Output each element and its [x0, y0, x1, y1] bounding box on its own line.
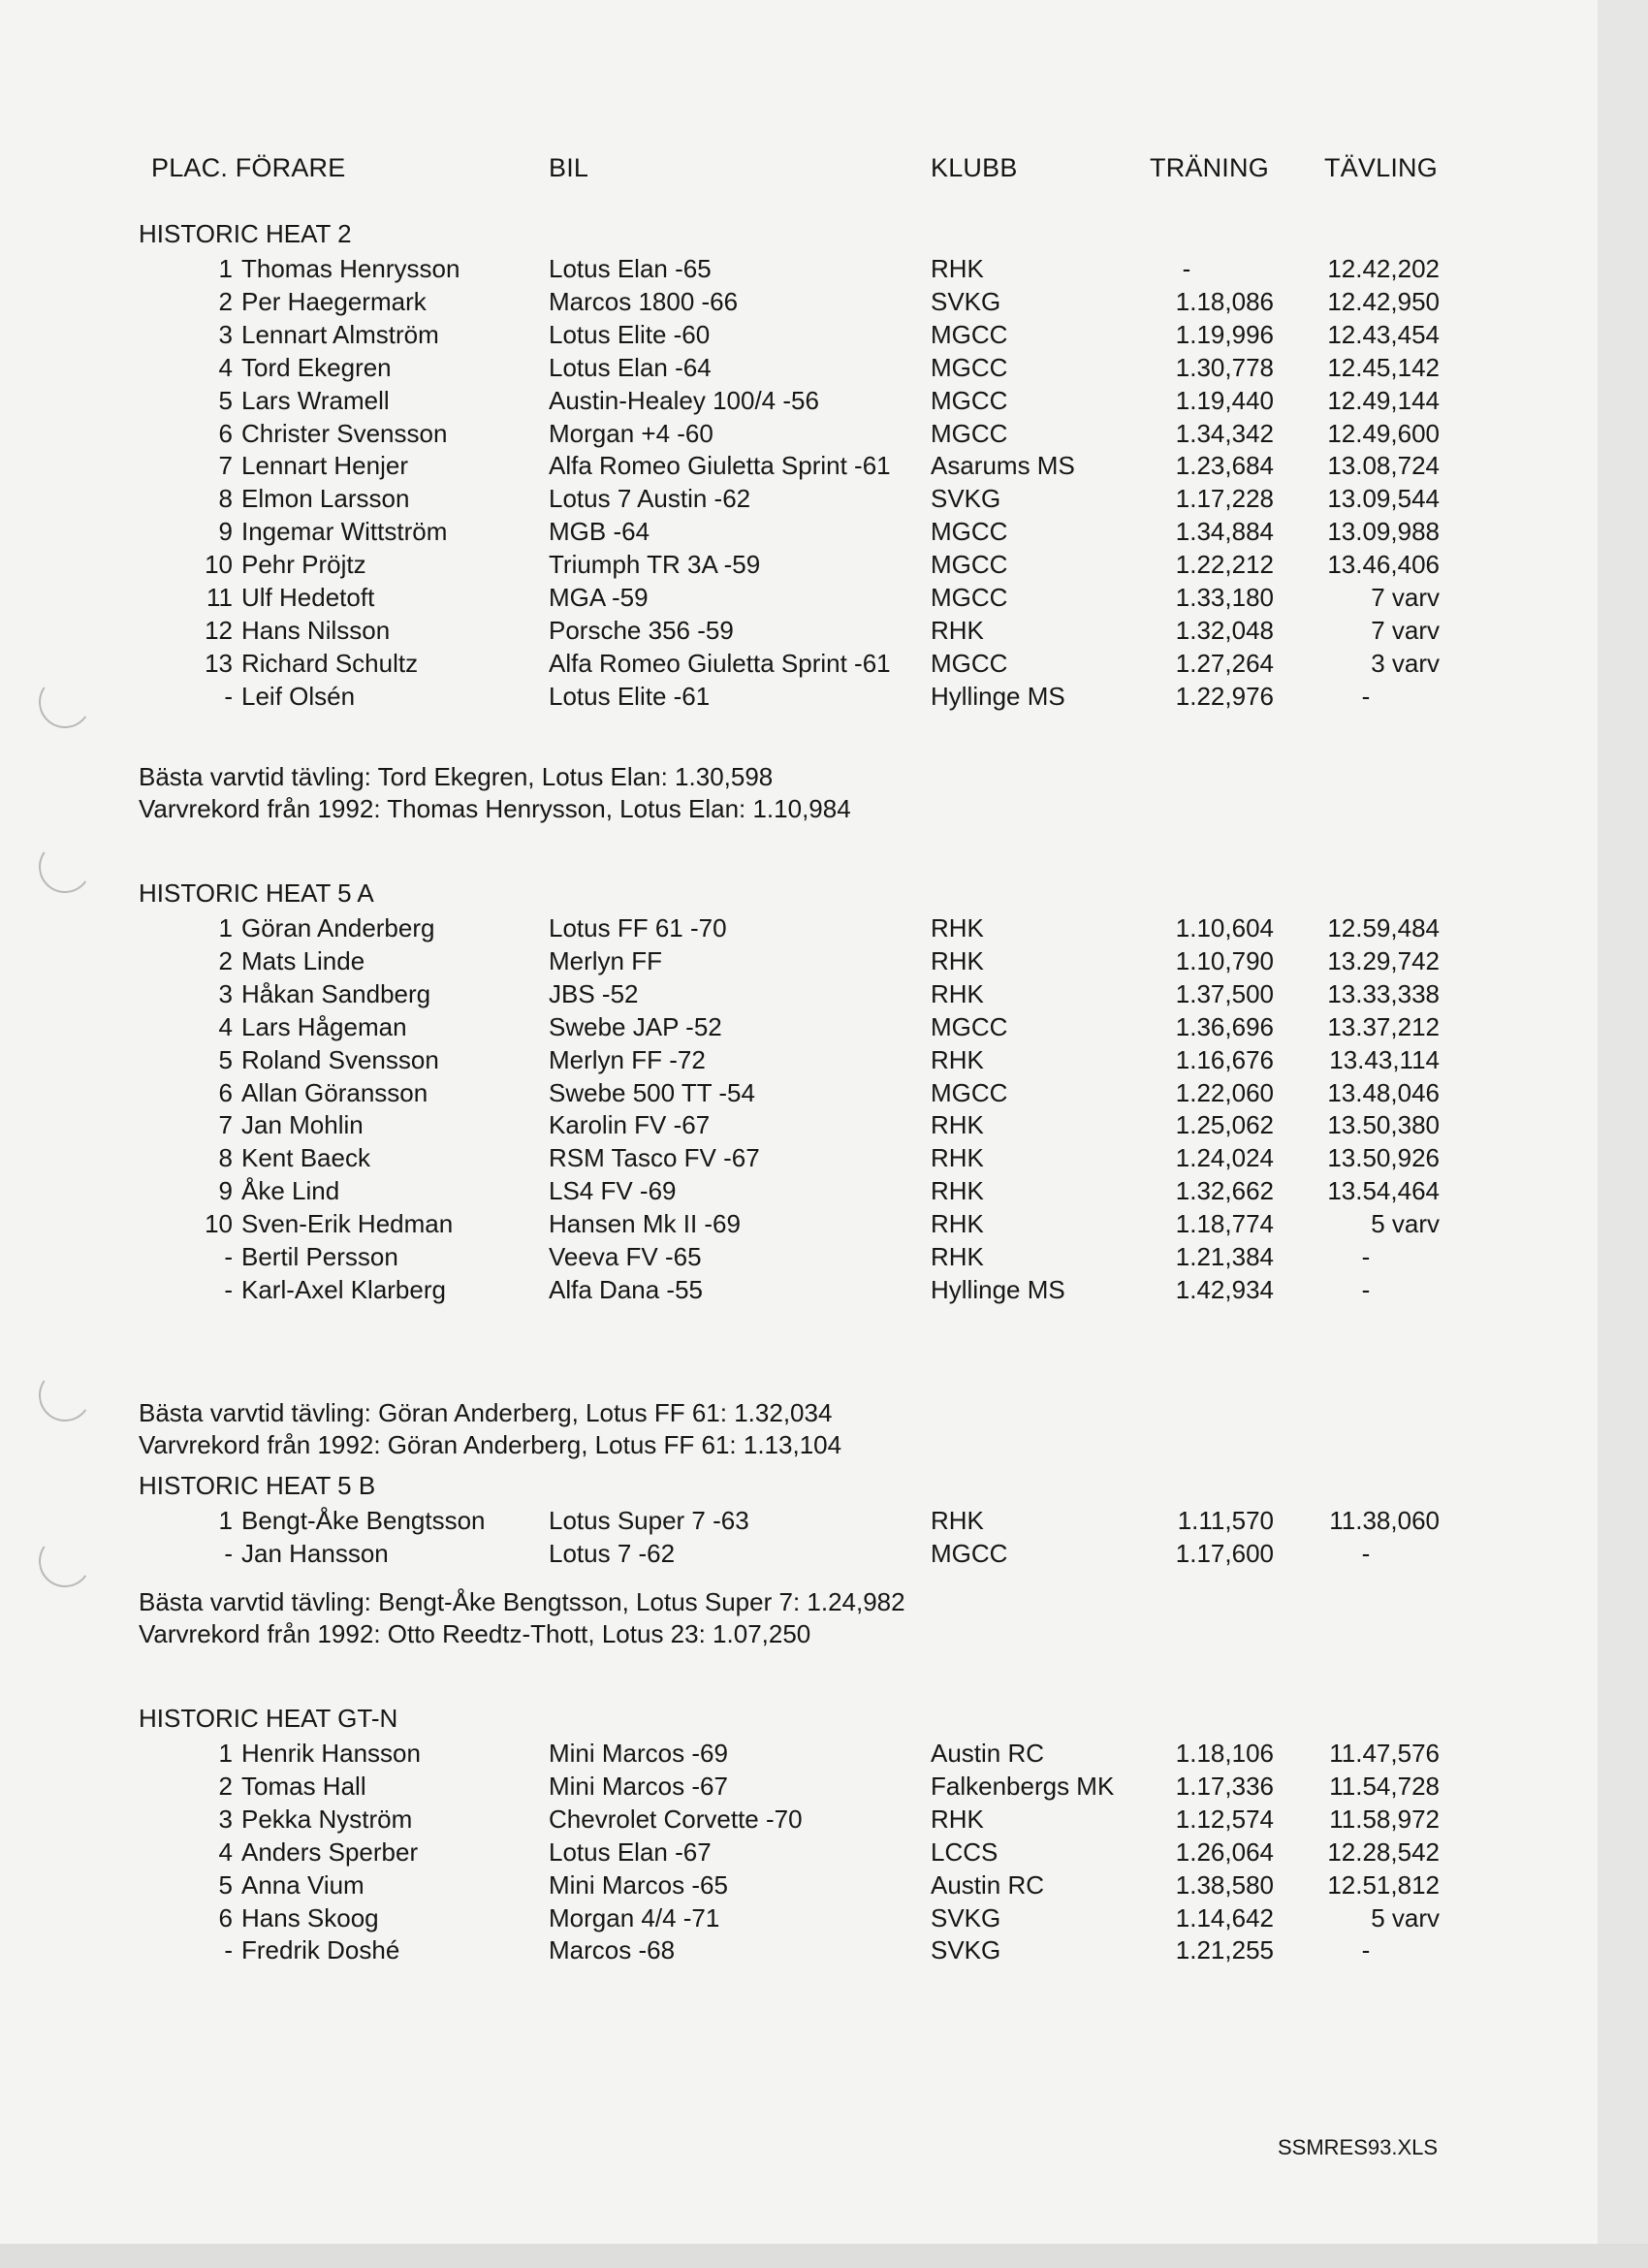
race-time-cell: 12.49,144	[1327, 385, 1440, 415]
training-time-cell: 1.25,062	[1175, 1110, 1274, 1140]
club-cell: MGCC	[931, 385, 1008, 415]
car-cell: MGB -64	[549, 517, 650, 547]
place-cell: 10	[205, 550, 233, 580]
race-time-cell: -	[1361, 681, 1371, 711]
club-cell: RHK	[931, 978, 984, 1008]
club-cell: RHK	[931, 1804, 984, 1834]
training-time-cell: 1.14,642	[1175, 1902, 1274, 1933]
place-cell: -	[224, 1274, 233, 1304]
result-row	[0, 649, 1648, 682]
car-cell: Mini Marcos -69	[549, 1739, 728, 1768]
training-time-cell: 1.17,336	[1175, 1771, 1274, 1801]
training-time-cell: 1.37,500	[1175, 978, 1274, 1008]
training-time-cell: 1.22,060	[1175, 1077, 1274, 1107]
place-cell: -	[224, 1538, 233, 1568]
club-cell: MGCC	[931, 583, 1008, 612]
driver-cell: Roland Svensson	[241, 1044, 439, 1074]
club-cell: SVKG	[931, 1902, 1001, 1933]
club-cell: MGCC	[931, 517, 1008, 547]
section-title: HISTORIC HEAT GT-N	[139, 1704, 398, 1733]
result-row	[0, 254, 1648, 287]
place-cell: 5	[218, 385, 233, 415]
club-cell: RHK	[931, 1506, 984, 1535]
race-time-cell: 3 varv	[1371, 648, 1440, 678]
training-time-cell: 1.27,264	[1175, 648, 1274, 678]
driver-cell: Elmon Larsson	[241, 484, 410, 514]
place-cell: 2	[218, 945, 233, 975]
driver-cell: Sven-Erik Hedman	[241, 1209, 454, 1239]
driver-cell: Mats Linde	[241, 945, 365, 975]
place-cell: -	[224, 1935, 233, 1965]
result-row	[0, 1805, 1648, 1837]
car-cell: Karolin FV -67	[549, 1110, 711, 1140]
driver-cell: Håkan Sandberg	[241, 978, 431, 1008]
section-title: HISTORIC HEAT 5 A	[139, 878, 374, 908]
car-cell: LS4 FV -69	[549, 1176, 677, 1206]
car-cell: RSM Tasco FV -67	[549, 1143, 760, 1173]
place-cell: 2	[218, 1771, 233, 1801]
result-row	[0, 287, 1648, 320]
result-row	[0, 1045, 1648, 1078]
race-time-cell: 12.42,202	[1327, 254, 1440, 283]
driver-cell: Tomas Hall	[241, 1771, 366, 1801]
car-cell: Morgan 4/4 -71	[549, 1902, 720, 1933]
race-time-cell: 13.09,544	[1327, 484, 1440, 514]
club-cell: RHK	[931, 945, 984, 975]
race-time-cell: 12.49,600	[1327, 418, 1440, 448]
race-time-cell: 13.33,338	[1327, 978, 1440, 1008]
place-cell: 6	[218, 1077, 233, 1107]
place-cell: 7	[218, 1110, 233, 1140]
car-cell: Veeva FV -65	[549, 1242, 702, 1271]
result-row	[0, 484, 1648, 517]
result-row	[0, 1176, 1648, 1209]
driver-cell: Leif Olsén	[241, 681, 356, 711]
training-time-cell: 1.26,064	[1175, 1837, 1274, 1867]
result-row	[0, 913, 1648, 946]
race-time-cell: 13.54,464	[1327, 1176, 1440, 1206]
header-training: TRÄNING	[1150, 153, 1269, 182]
race-time-cell: -	[1361, 1935, 1371, 1965]
file-name-footer: SSMRES93.XLS	[1278, 2135, 1439, 2159]
driver-cell: Karl-Axel Klarberg	[241, 1274, 446, 1304]
lap-record-note: Varvrekord från 1992: Thomas Henrysson, Lotus Elan: 1.10,984	[139, 794, 851, 823]
car-cell: JBS -52	[549, 978, 639, 1008]
race-time-cell: -	[1361, 1242, 1371, 1271]
place-cell: 12	[205, 615, 233, 645]
club-cell: RHK	[931, 1044, 984, 1074]
car-cell: Lotus Elan -64	[549, 352, 712, 382]
training-time-cell: -	[1182, 254, 1191, 283]
car-cell: Austin-Healey 100/4 -56	[549, 385, 819, 415]
section-title: HISTORIC HEAT 5 B	[139, 1471, 376, 1500]
driver-cell: Anders Sperber	[241, 1837, 419, 1867]
place-cell: 6	[218, 418, 233, 448]
result-row	[0, 1078, 1648, 1111]
race-time-cell: 13.46,406	[1327, 550, 1440, 580]
place-cell: 3	[218, 978, 233, 1008]
place-cell: 10	[205, 1209, 233, 1239]
training-time-cell: 1.12,574	[1175, 1804, 1274, 1834]
result-row	[0, 616, 1648, 649]
club-cell: Hyllinge MS	[931, 681, 1065, 711]
car-cell: Morgan +4 -60	[549, 418, 713, 448]
result-row	[0, 451, 1648, 484]
place-cell: 4	[218, 1011, 233, 1041]
car-cell: Merlyn FF	[549, 945, 662, 975]
race-time-cell: 12.51,812	[1327, 1869, 1440, 1900]
car-cell: Lotus 7 Austin -62	[549, 484, 751, 514]
club-cell: RHK	[931, 1110, 984, 1140]
result-row	[0, 419, 1648, 452]
car-cell: Lotus Elan -67	[549, 1837, 712, 1867]
car-cell: Lotus FF 61 -70	[549, 913, 727, 942]
car-cell: Chevrolet Corvette -70	[549, 1804, 803, 1834]
driver-cell: Jan Mohlin	[241, 1110, 364, 1140]
race-time-cell: 7 varv	[1371, 615, 1440, 645]
driver-cell: Lennart Almström	[241, 319, 439, 349]
club-cell: Falkenbergs MK	[931, 1771, 1115, 1801]
training-time-cell: 1.42,934	[1175, 1274, 1274, 1304]
race-time-cell: 11.47,576	[1329, 1739, 1440, 1768]
training-time-cell: 1.11,570	[1177, 1506, 1274, 1535]
training-time-cell: 1.18,774	[1175, 1209, 1274, 1239]
driver-cell: Kent Baeck	[241, 1143, 370, 1173]
driver-cell: Hans Nilsson	[241, 615, 391, 645]
place-cell: 5	[218, 1044, 233, 1074]
driver-cell: Pehr Pröjtz	[241, 550, 366, 580]
training-time-cell: 1.38,580	[1175, 1869, 1274, 1900]
place-cell: -	[224, 681, 233, 711]
car-cell: Swebe JAP -52	[549, 1011, 722, 1041]
race-time-cell: 5 varv	[1371, 1209, 1440, 1239]
result-row	[0, 1903, 1648, 1936]
car-cell: Alfa Dana -55	[549, 1274, 703, 1304]
lap-record-note: Varvrekord från 1992: Göran Anderberg, Lotus FF 61: 1.13,104	[139, 1430, 842, 1459]
header-car: BIL	[549, 153, 589, 182]
header-club: KLUBB	[931, 153, 1018, 182]
race-time-cell: 5 varv	[1371, 1902, 1440, 1933]
training-time-cell: 1.33,180	[1175, 583, 1274, 612]
race-time-cell: 13.37,212	[1327, 1011, 1440, 1041]
club-cell: Hyllinge MS	[931, 1274, 1065, 1304]
club-cell: MGCC	[931, 352, 1008, 382]
driver-cell: Bertil Persson	[241, 1242, 398, 1271]
car-cell: Marcos -68	[549, 1935, 676, 1965]
training-time-cell: 1.22,976	[1175, 681, 1274, 711]
race-time-cell: 7 varv	[1371, 583, 1440, 612]
training-time-cell: 1.36,696	[1175, 1011, 1274, 1041]
club-cell: MGCC	[931, 550, 1008, 580]
result-row	[0, 1539, 1648, 1572]
race-time-cell: 11.54,728	[1329, 1771, 1440, 1801]
driver-cell: Christer Svensson	[241, 418, 448, 448]
driver-cell: Pekka Nyström	[241, 1804, 413, 1834]
club-cell: MGCC	[931, 1538, 1008, 1568]
training-time-cell: 1.19,996	[1175, 319, 1274, 349]
result-row	[0, 1870, 1648, 1903]
training-time-cell: 1.30,778	[1175, 352, 1274, 382]
club-cell: MGCC	[931, 319, 1008, 349]
place-cell: 11	[206, 583, 233, 612]
best-lap-note: Bästa varvtid tävling: Tord Ekegren, Lotus Elan: 1.30,598	[139, 762, 774, 791]
result-row	[0, 353, 1648, 386]
race-time-cell: 13.48,046	[1327, 1077, 1440, 1107]
driver-cell: Lars Hågeman	[241, 1011, 407, 1041]
result-row	[0, 979, 1648, 1012]
race-time-cell: 12.59,484	[1327, 913, 1440, 942]
club-cell: RHK	[931, 1143, 984, 1173]
place-cell: 3	[218, 1804, 233, 1834]
header-race: TÄVLING	[1324, 153, 1438, 182]
place-cell: 5	[218, 1869, 233, 1900]
training-time-cell: 1.21,384	[1175, 1242, 1274, 1271]
result-row	[0, 1275, 1648, 1308]
driver-cell: Fredrik Doshé	[241, 1935, 400, 1965]
driver-cell: Bengt-Åke Bengtsson	[241, 1506, 486, 1535]
place-cell: 1	[218, 1506, 233, 1535]
lap-record-note: Varvrekord från 1992: Otto Reedtz-Thott, Lotus 23: 1.07,250	[139, 1619, 811, 1648]
race-time-cell: 13.50,380	[1327, 1110, 1440, 1140]
club-cell: MGCC	[931, 1011, 1008, 1041]
car-cell: Mini Marcos -65	[549, 1869, 728, 1900]
place-cell: 3	[218, 319, 233, 349]
car-cell: Lotus Super 7 -63	[549, 1506, 749, 1535]
driver-cell: Richard Schultz	[241, 648, 419, 678]
result-row	[0, 583, 1648, 616]
training-time-cell: 1.10,604	[1175, 913, 1274, 942]
result-row	[0, 1935, 1648, 1968]
car-cell: Marcos 1800 -66	[549, 286, 739, 316]
driver-cell: Henrik Hansson	[241, 1739, 421, 1768]
car-cell: Triumph TR 3A -59	[549, 550, 761, 580]
result-row	[0, 1739, 1648, 1772]
place-cell: 4	[218, 352, 233, 382]
place-cell: 7	[218, 451, 233, 481]
place-cell: 2	[218, 286, 233, 316]
result-row	[0, 1506, 1648, 1539]
driver-cell: Jan Hansson	[241, 1538, 389, 1568]
place-cell: 8	[218, 1143, 233, 1173]
race-time-cell: 13.43,114	[1329, 1044, 1440, 1074]
training-time-cell: 1.34,342	[1175, 418, 1274, 448]
training-time-cell: 1.18,086	[1175, 286, 1274, 316]
driver-cell: Lennart Henjer	[241, 451, 408, 481]
race-time-cell: 12.28,542	[1327, 1837, 1440, 1867]
result-row	[0, 946, 1648, 979]
result-row	[0, 1242, 1648, 1275]
club-cell: Asarums MS	[931, 451, 1075, 481]
place-cell: 1	[218, 254, 233, 283]
race-time-cell: 11.38,060	[1329, 1506, 1440, 1535]
race-time-cell: 13.09,988	[1327, 517, 1440, 547]
training-time-cell: 1.32,662	[1175, 1176, 1274, 1206]
result-row	[0, 682, 1648, 715]
car-cell: Alfa Romeo Giuletta Sprint -61	[549, 648, 891, 678]
result-row	[0, 517, 1648, 550]
driver-cell: Lars Wramell	[241, 385, 390, 415]
club-cell: Austin RC	[931, 1869, 1045, 1900]
result-row	[0, 1209, 1648, 1242]
car-cell: Hansen Mk II -69	[549, 1209, 741, 1239]
club-cell: RHK	[931, 913, 984, 942]
place-cell: 1	[218, 913, 233, 942]
race-time-cell: 13.50,926	[1327, 1143, 1440, 1173]
training-time-cell: 1.17,228	[1175, 484, 1274, 514]
training-time-cell: 1.34,884	[1175, 517, 1274, 547]
club-cell: RHK	[931, 254, 984, 283]
training-time-cell: 1.23,684	[1175, 451, 1274, 481]
race-time-cell: -	[1361, 1274, 1371, 1304]
club-cell: SVKG	[931, 484, 1001, 514]
car-cell: Alfa Romeo Giuletta Sprint -61	[549, 451, 891, 481]
race-time-cell: 13.29,742	[1327, 945, 1440, 975]
car-cell: Mini Marcos -67	[549, 1771, 728, 1801]
place-cell: 6	[218, 1902, 233, 1933]
race-time-cell: 13.08,724	[1327, 451, 1440, 481]
driver-cell: Per Haegermark	[241, 286, 427, 316]
section-title: HISTORIC HEAT 2	[139, 219, 352, 248]
car-cell: MGA -59	[549, 583, 649, 612]
training-time-cell: 1.18,106	[1175, 1739, 1274, 1768]
result-row	[0, 386, 1648, 419]
club-cell: RHK	[931, 615, 984, 645]
training-time-cell: 1.10,790	[1175, 945, 1274, 975]
training-time-cell: 1.19,440	[1175, 385, 1274, 415]
driver-cell: Anna Vium	[241, 1869, 364, 1900]
result-row	[0, 1012, 1648, 1045]
club-cell: SVKG	[931, 1935, 1001, 1965]
club-cell: Austin RC	[931, 1739, 1045, 1768]
place-cell: 4	[218, 1837, 233, 1867]
driver-cell: Ingemar Wittström	[241, 517, 448, 547]
car-cell: Lotus Elan -65	[549, 254, 712, 283]
training-time-cell: 1.32,048	[1175, 615, 1274, 645]
place-cell: 9	[218, 517, 233, 547]
place-cell: 13	[205, 648, 233, 678]
car-cell: Lotus Elite -61	[549, 681, 711, 711]
place-cell: 9	[218, 1176, 233, 1206]
race-time-cell: 11.58,972	[1329, 1804, 1440, 1834]
driver-cell: Allan Göransson	[241, 1077, 428, 1107]
result-row	[0, 1143, 1648, 1176]
result-row	[0, 1837, 1648, 1870]
driver-cell: Hans Skoog	[241, 1902, 379, 1933]
result-row	[0, 1110, 1648, 1143]
race-time-cell: 12.45,142	[1327, 352, 1440, 382]
club-cell: SVKG	[931, 286, 1001, 316]
club-cell: MGCC	[931, 1077, 1008, 1107]
driver-cell: Tord Ekegren	[241, 352, 392, 382]
club-cell: MGCC	[931, 418, 1008, 448]
race-time-cell: 12.43,454	[1327, 319, 1440, 349]
place-cell: 8	[218, 484, 233, 514]
car-cell: Swebe 500 TT -54	[549, 1077, 755, 1107]
scan-bottom-edge	[0, 2244, 1648, 2268]
best-lap-note: Bästa varvtid tävling: Göran Anderberg, Lotus FF 61: 1.32,034	[139, 1398, 833, 1427]
club-cell: LCCS	[931, 1837, 998, 1867]
result-row	[0, 1772, 1648, 1805]
driver-cell: Åke Lind	[241, 1176, 340, 1206]
place-cell: 1	[218, 1739, 233, 1768]
result-row	[0, 550, 1648, 583]
driver-cell: Ulf Hedetoft	[241, 583, 375, 612]
training-time-cell: 1.17,600	[1175, 1538, 1274, 1568]
race-time-cell: -	[1361, 1538, 1371, 1568]
header-place-driver: PLAC. FÖRARE	[151, 153, 346, 182]
car-cell: Lotus Elite -60	[549, 319, 711, 349]
driver-cell: Göran Anderberg	[241, 913, 435, 942]
result-row	[0, 320, 1648, 353]
training-time-cell: 1.22,212	[1175, 550, 1274, 580]
punch-hole-3	[35, 1365, 96, 1426]
car-cell: Merlyn FF -72	[549, 1044, 706, 1074]
place-cell: -	[224, 1242, 233, 1271]
car-cell: Porsche 356 -59	[549, 615, 734, 645]
car-cell: Lotus 7 -62	[549, 1538, 676, 1568]
training-time-cell: 1.16,676	[1175, 1044, 1274, 1074]
race-time-cell: 12.42,950	[1327, 286, 1440, 316]
club-cell: RHK	[931, 1209, 984, 1239]
driver-cell: Thomas Henrysson	[241, 254, 460, 283]
club-cell: RHK	[931, 1242, 984, 1271]
club-cell: RHK	[931, 1176, 984, 1206]
club-cell: MGCC	[931, 648, 1008, 678]
punch-hole-2	[35, 837, 96, 898]
training-time-cell: 1.24,024	[1175, 1143, 1274, 1173]
training-time-cell: 1.21,255	[1175, 1935, 1274, 1965]
best-lap-note: Bästa varvtid tävling: Bengt-Åke Bengtsson, Lotus Super 7: 1.24,982	[139, 1587, 905, 1616]
